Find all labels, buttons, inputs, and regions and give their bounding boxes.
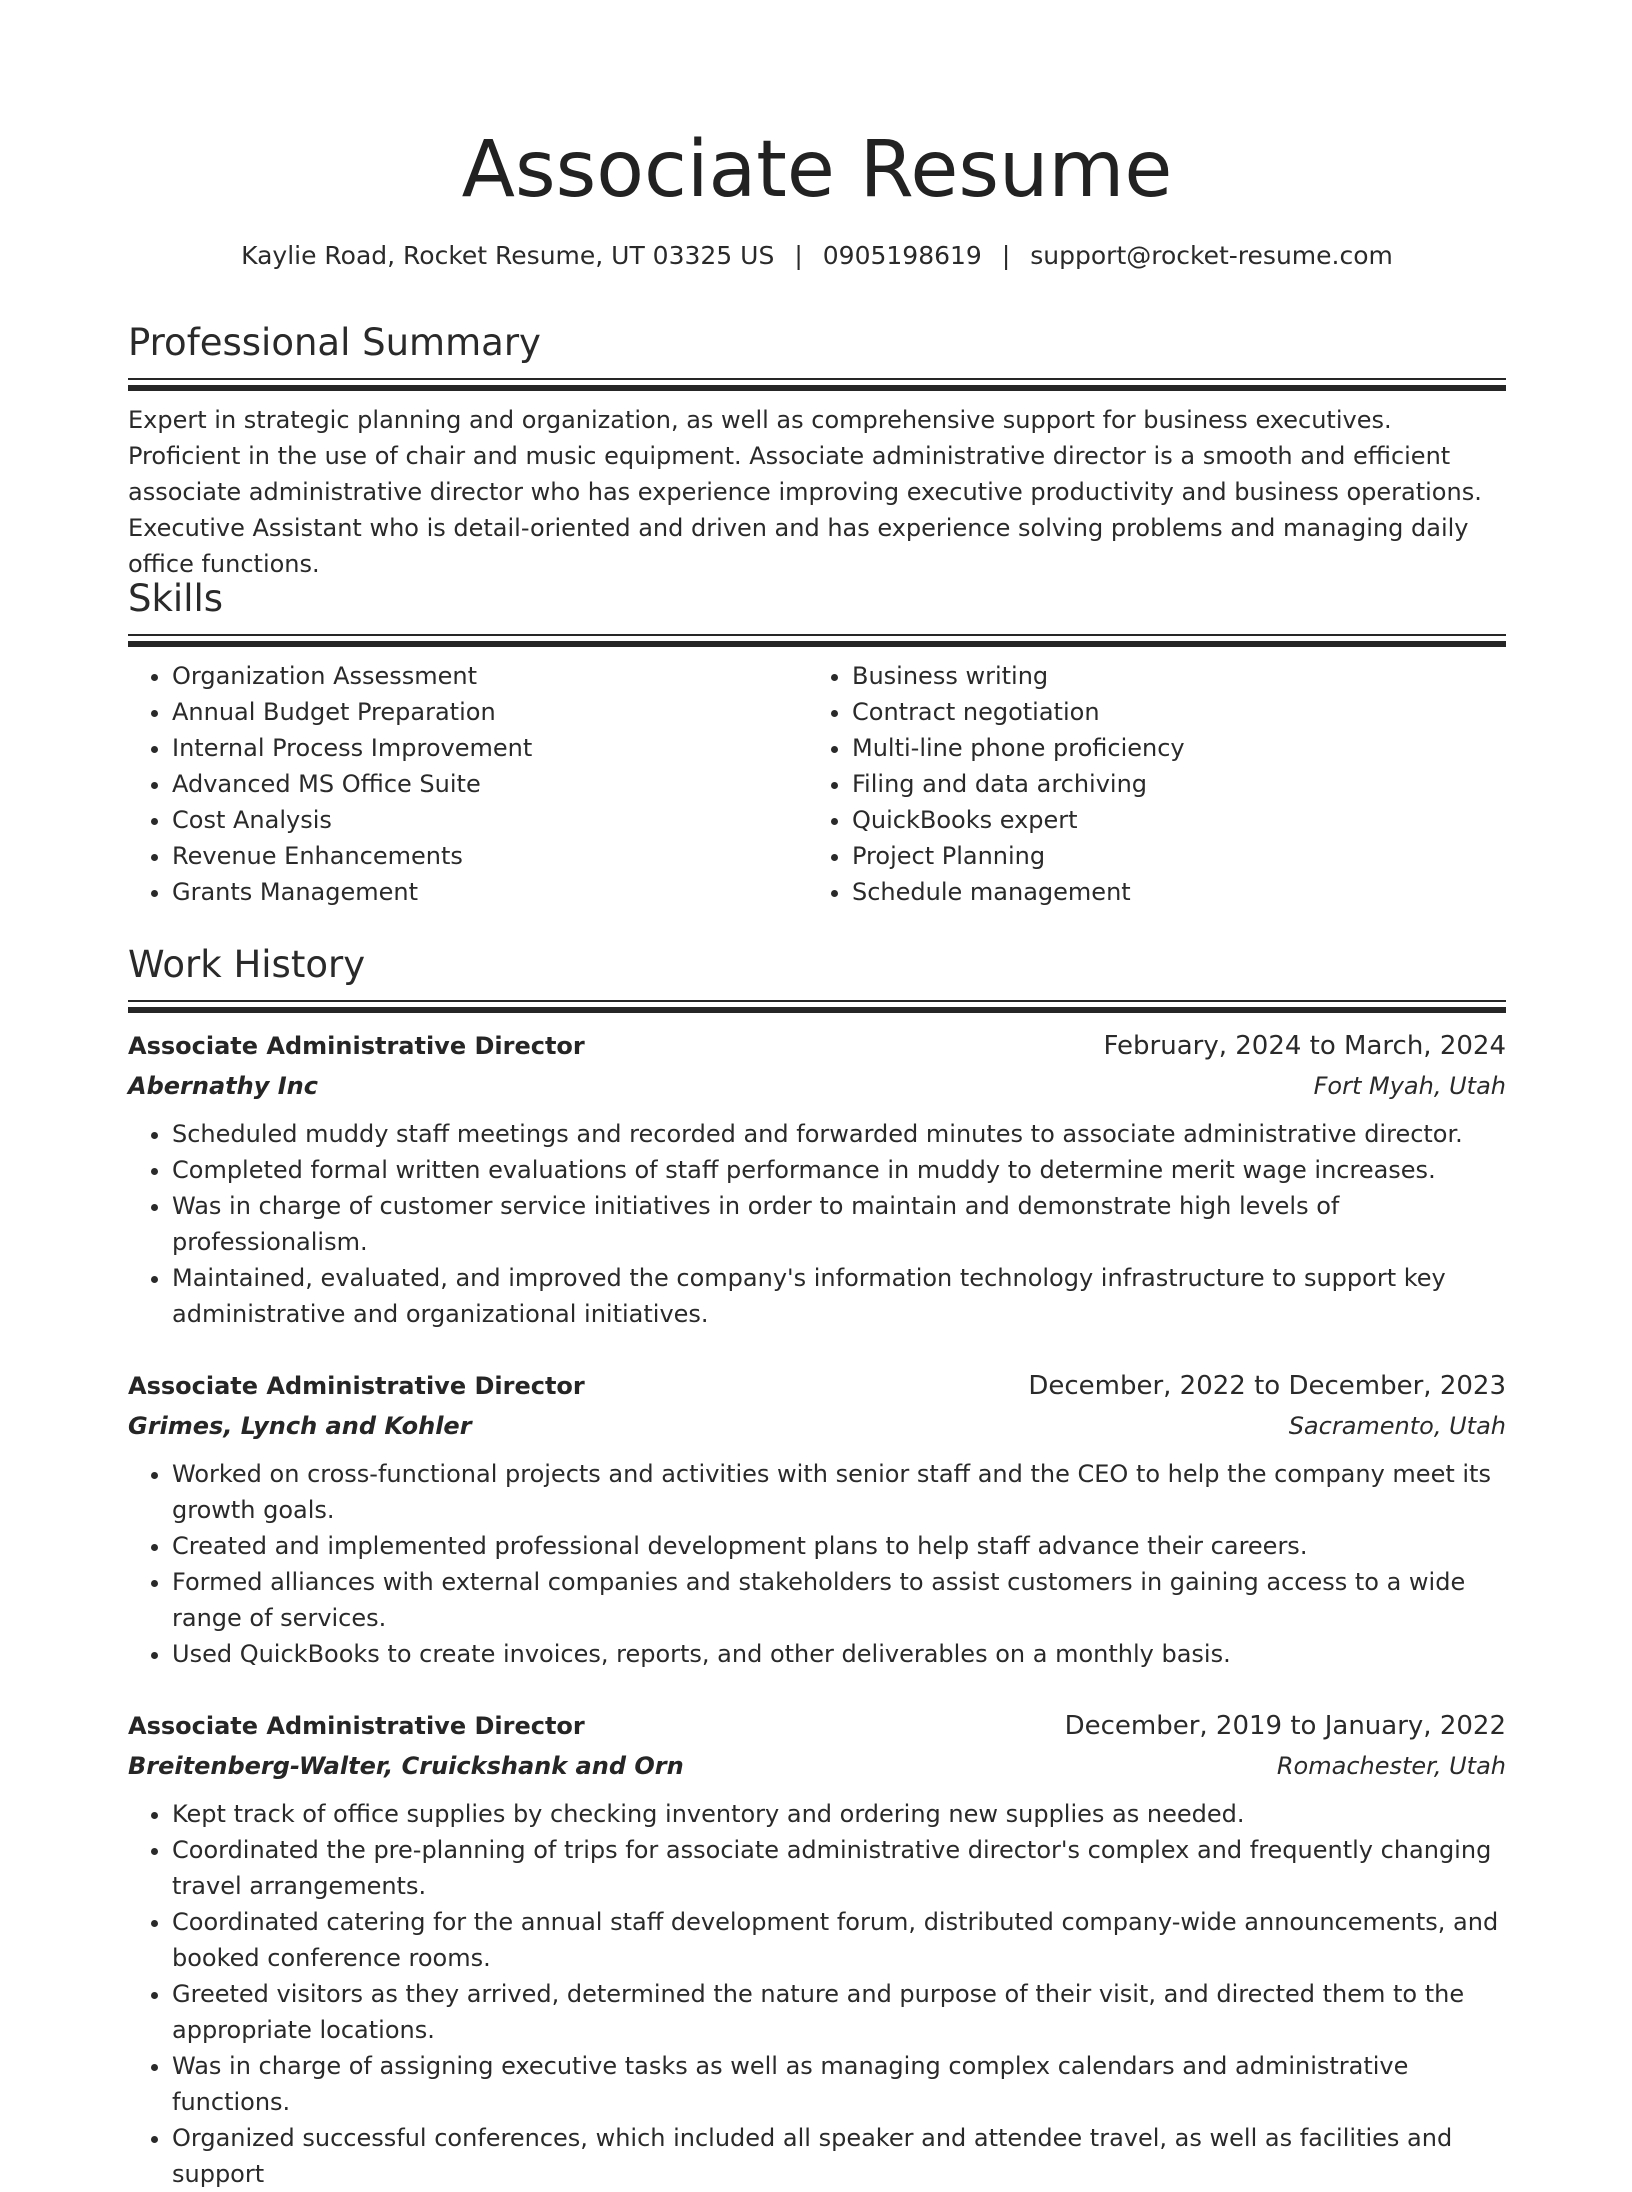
summary-text: Expert in strategic planning and organization, as well as comprehensive support for business executives. Proficient in the use of chair and music equipment. Associate administrative director is a smooth and efficient associate administrative director who has experience improving executive productivity and business operations. Executive Assistant who is detail-oriented and driven and has experience solving problems and managing daily office functions. xyxy=(128,406,1482,578)
skill-item: • Grants Management xyxy=(172,874,808,910)
job-title: Associate Administrative Director xyxy=(128,1372,585,1400)
job-dates: December, 2019 to January, 2022 xyxy=(1064,1711,1506,1741)
skill-item: • Schedule management xyxy=(852,874,1488,910)
job-bullets xyxy=(128,1116,1506,1332)
job-bullet: • Coordinated catering for the annual staff development forum, distributed company-wide announcements, and booked conference rooms. xyxy=(172,1904,1506,1976)
job-bullets xyxy=(128,1456,1506,1672)
skills-heading: Skills xyxy=(128,577,224,620)
skill-item: • Multi-line phone proficiency xyxy=(852,730,1488,766)
job-location: Sacramento, Utah xyxy=(1288,1412,1506,1440)
job-bullet: • Coordinated the pre-planning of trips for associate administrative director's complex and frequently changing travel arrangements. xyxy=(172,1832,1506,1904)
skill-item: • Contract negotiation xyxy=(852,694,1488,730)
job-bullet: • Organized successful conferences, which included all speaker and attendee travel, as well as facilities and support xyxy=(172,2120,1506,2192)
job-bullet: • Created and implemented professional development plans to help staff advance their careers. xyxy=(172,1528,1506,1564)
job-header-row xyxy=(128,1026,1506,1066)
skill-item: • Filing and data archiving xyxy=(852,766,1488,802)
contact-phone: 0905198619 xyxy=(822,241,982,270)
job-bullet: • Maintained, evaluated, and improved the company's information technology infrastructure to support key administrative and organizational initiatives. xyxy=(172,1260,1506,1332)
skills-section xyxy=(128,574,1506,910)
job-company-row xyxy=(128,1746,1506,1786)
job-title: Associate Administrative Director xyxy=(128,1032,585,1060)
job-bullet: • Scheduled muddy staff meetings and recorded and forwarded minutes to associate administrative director. xyxy=(172,1116,1506,1152)
job-company: Grimes, Lynch and Kohler xyxy=(128,1412,472,1440)
job-bullets xyxy=(128,1796,1506,2192)
contact-separator: | xyxy=(794,241,803,270)
job-bullet: • Greeted visitors as they arrived, determined the nature and purpose of their visit, and directed them to the appropriate locations. xyxy=(172,1976,1506,2048)
contact-line xyxy=(128,238,1506,274)
skill-item: • Cost Analysis xyxy=(172,802,808,838)
job-company-row xyxy=(128,1066,1506,1106)
skill-item: • Project Planning xyxy=(852,838,1488,874)
job-dates: December, 2022 to December, 2023 xyxy=(1028,1371,1506,1401)
summary-section xyxy=(128,318,1506,582)
job-company: Abernathy Inc xyxy=(128,1072,318,1100)
resume-title: Associate Resume xyxy=(461,125,1173,215)
contact-address: Kaylie Road, Rocket Resume, UT 03325 US xyxy=(241,241,775,270)
job-location: Romachester, Utah xyxy=(1276,1752,1506,1780)
job-title: Associate Administrative Director xyxy=(128,1712,585,1740)
summary-heading: Professional Summary xyxy=(128,321,541,364)
section-divider xyxy=(128,634,1506,648)
job-header-row xyxy=(128,1706,1506,1746)
section-divider xyxy=(128,378,1506,392)
job-entry xyxy=(128,1706,1506,2192)
skill-item: • Organization Assessment xyxy=(172,658,808,694)
work-history-heading: Work History xyxy=(128,943,366,986)
skill-item: • Revenue Enhancements xyxy=(172,838,808,874)
work-history-section xyxy=(128,940,1506,2192)
job-bullet: • Kept track of office supplies by checking inventory and ordering new supplies as needed. xyxy=(172,1796,1506,1832)
skills-columns xyxy=(128,658,1506,910)
skill-item: • QuickBooks expert xyxy=(852,802,1488,838)
job-entry xyxy=(128,1366,1506,1672)
job-header-row xyxy=(128,1366,1506,1406)
job-entry xyxy=(128,1026,1506,1332)
skill-item: • Internal Process Improvement xyxy=(172,730,808,766)
contact-email: support@rocket-resume.com xyxy=(1030,241,1393,270)
job-bullet: • Completed formal written evaluations of staff performance in muddy to determine merit wage increases. xyxy=(172,1152,1506,1188)
job-bullet: • Worked on cross-functional projects and activities with senior staff and the CEO to help the company meet its growth goals. xyxy=(172,1456,1506,1528)
skills-list-right xyxy=(808,658,1488,910)
job-dates: February, 2024 to March, 2024 xyxy=(1103,1031,1506,1061)
job-location: Fort Myah, Utah xyxy=(1313,1072,1506,1100)
job-bullet: • Was in charge of customer service initiatives in order to maintain and demonstrate high levels of professionalism. xyxy=(172,1188,1506,1260)
skill-item: • Annual Budget Preparation xyxy=(172,694,808,730)
section-divider xyxy=(128,1000,1506,1014)
job-bullet: • Was in charge of assigning executive tasks as well as managing complex calendars and administrative functions. xyxy=(172,2048,1506,2120)
job-bullet: • Used QuickBooks to create invoices, reports, and other deliverables on a monthly basis. xyxy=(172,1636,1506,1672)
skill-item: • Business writing xyxy=(852,658,1488,694)
contact-separator: | xyxy=(1001,241,1011,270)
job-company-row xyxy=(128,1406,1506,1446)
job-company: Breitenberg-Walter, Cruickshank and Orn xyxy=(128,1752,684,1780)
job-bullet: • Formed alliances with external companies and stakeholders to assist customers in gaining access to a wide range of services. xyxy=(172,1564,1506,1636)
skills-list-left xyxy=(128,658,808,910)
skill-item: • Advanced MS Office Suite xyxy=(172,766,808,802)
